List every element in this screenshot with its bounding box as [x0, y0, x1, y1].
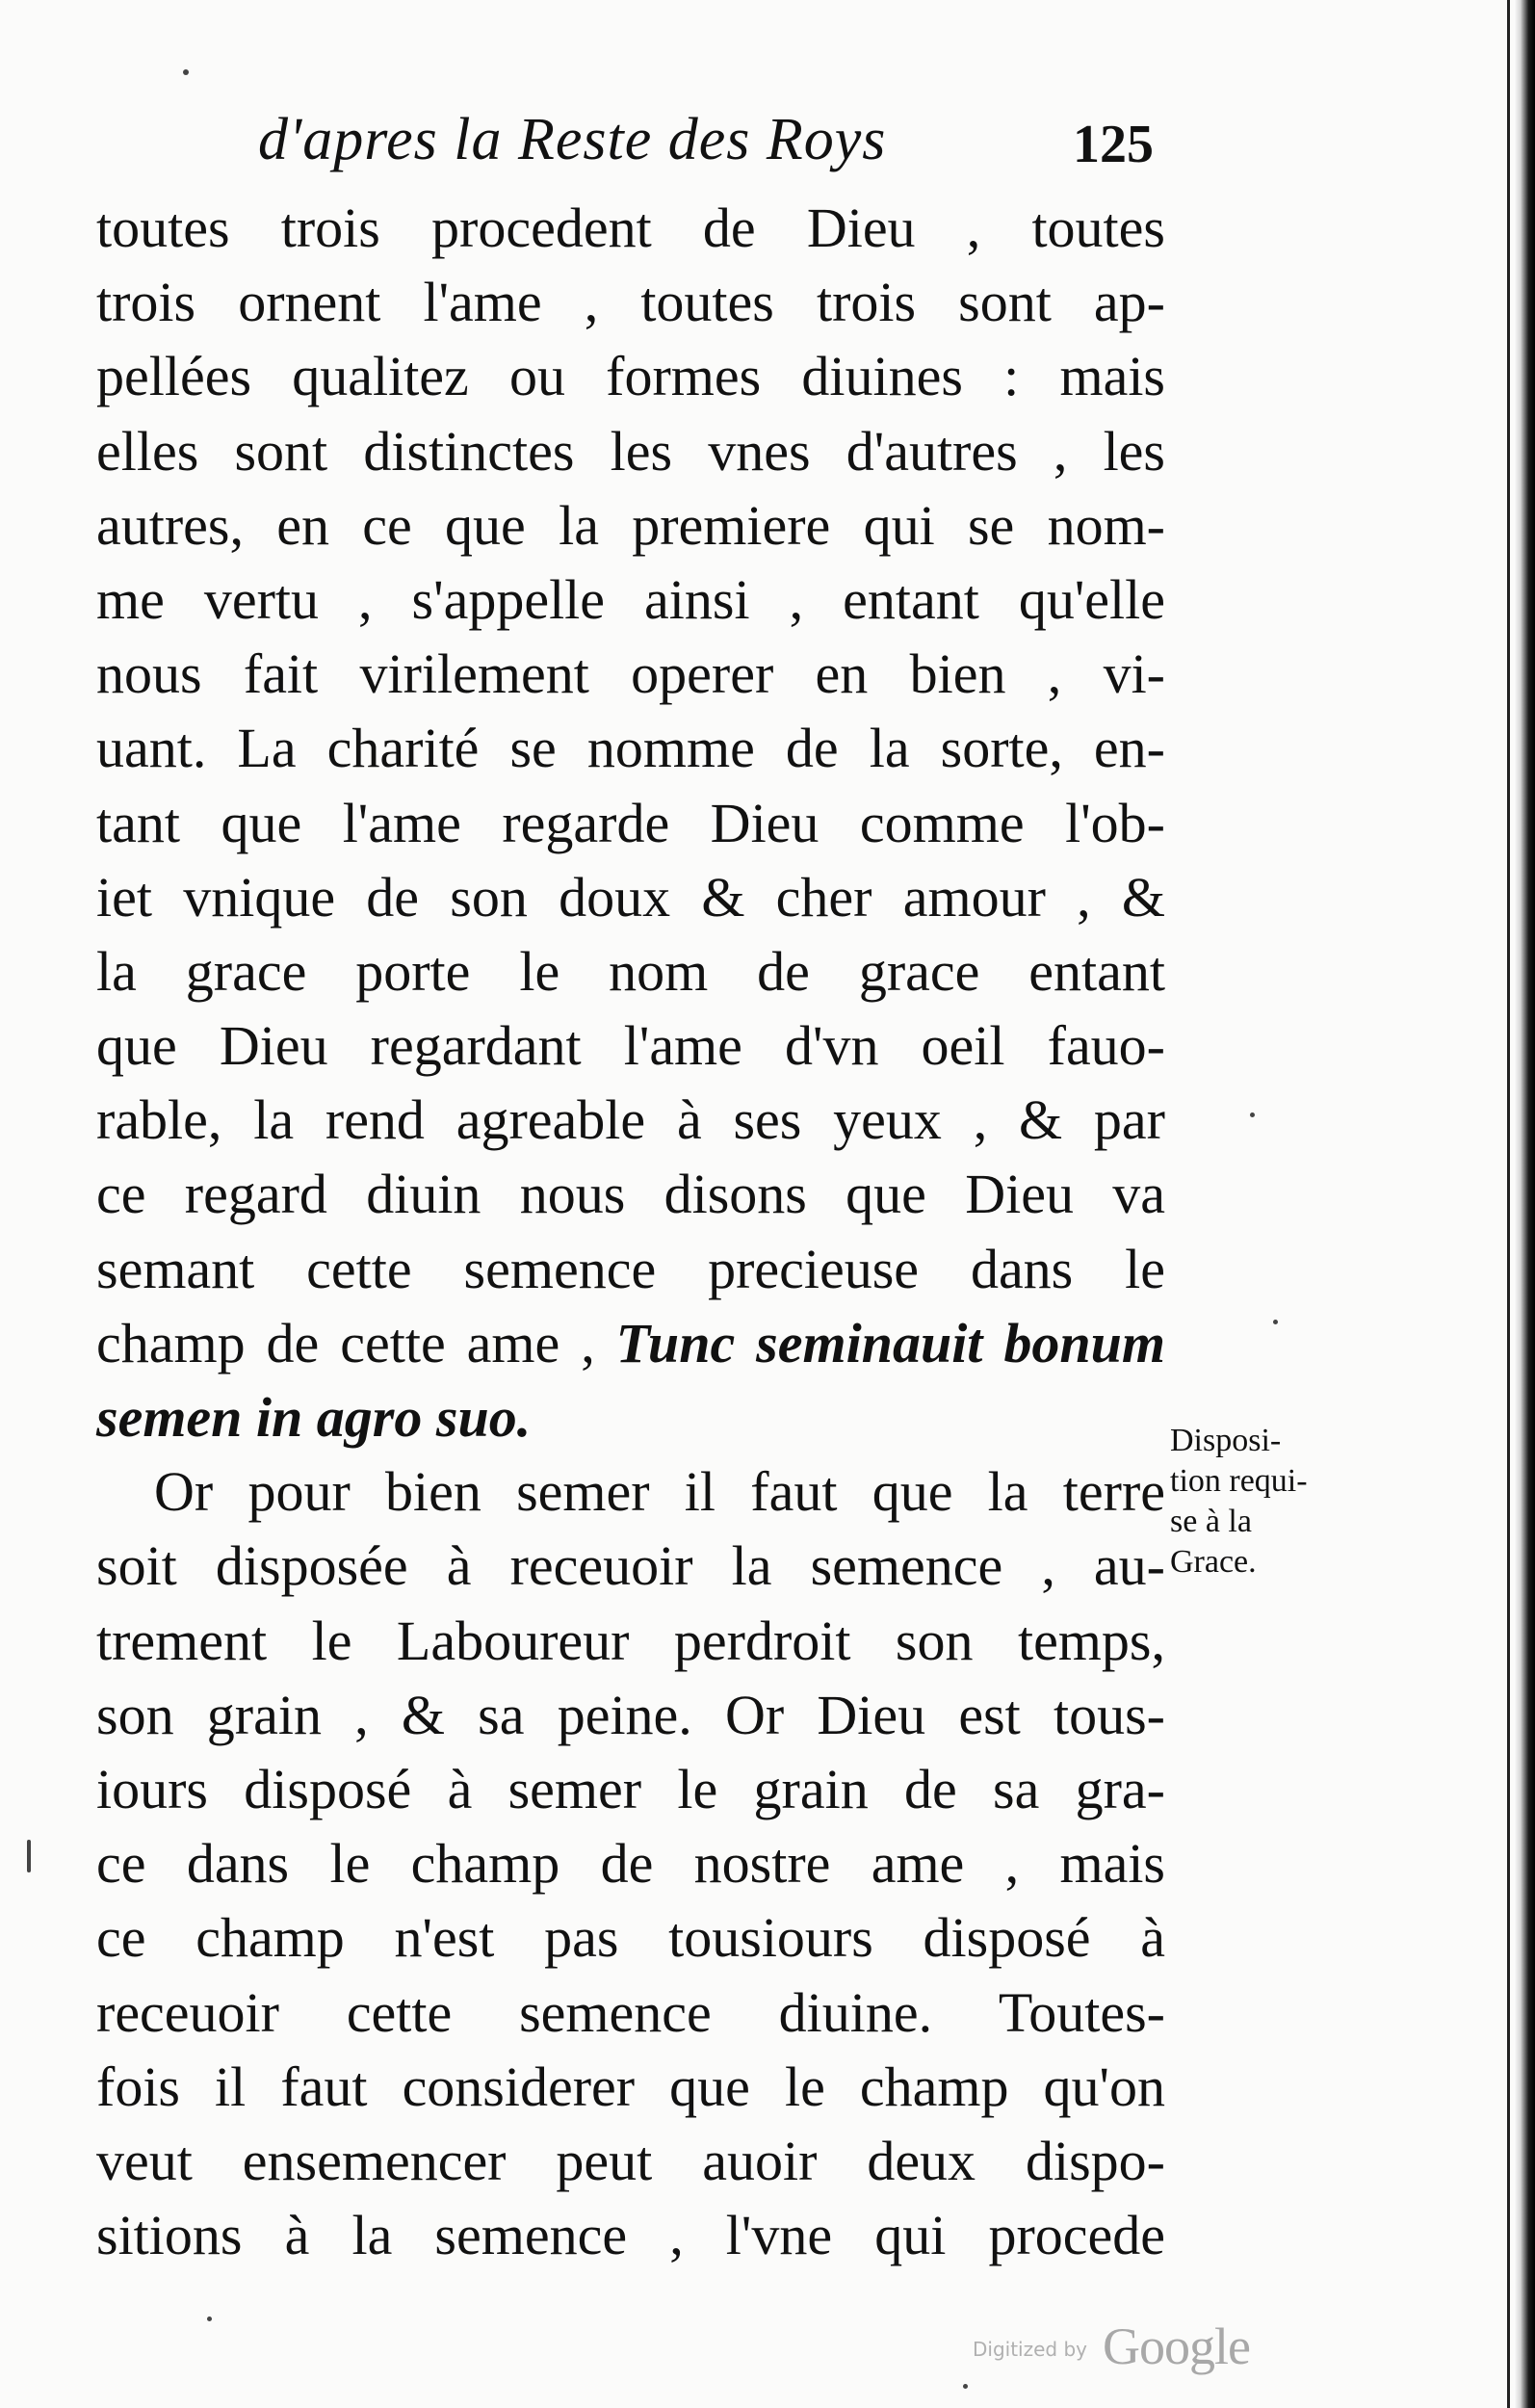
text-line: me vertu , s'appelle ainsi , entant qu'elle	[96, 567, 1165, 631]
marginal-note-line: Disposi-	[1170, 1423, 1282, 1458]
text-line	[96, 1380, 1165, 1454]
text-line: soit disposée à receuoir la semence , au-	[96, 1534, 1165, 1598]
page-number: 125	[1073, 115, 1154, 174]
binding-line	[1507, 0, 1510, 2408]
text-line: tant que l'ame regarde Dieu comme l'ob-	[96, 791, 1165, 854]
text-line: la grace porte le nom de grace entant	[96, 939, 1165, 1003]
text-line: ce champ n'est pas tousiours disposé à	[96, 1906, 1165, 1970]
text-line: fois il faut considerer que le champ qu'on	[96, 2055, 1165, 2118]
text-line: iours disposé à semer le grain de sa gra-	[96, 1757, 1165, 1820]
print-speck	[27, 1840, 31, 1872]
text-line: receuoir cette semence diuine. Toutes-	[96, 1980, 1165, 2044]
print-speck	[1273, 1320, 1278, 1324]
marginal-note-line: se à la	[1170, 1504, 1252, 1539]
text-line: elles sont distinctes les vnes d'autres , les	[96, 419, 1165, 483]
text-line: semant cette semence precieuse dans le	[96, 1237, 1165, 1300]
text-line: veut ensemencer peut auoir deux dispo-	[96, 2129, 1165, 2192]
body-text	[96, 191, 1165, 2272]
text-line: uant. La charité se nomme de la sorte, en-	[96, 717, 1165, 780]
binding-edge	[1514, 0, 1535, 2408]
text-fragment: champ de cette ame ,	[96, 1311, 595, 1374]
text-line: sitions à la semence , l'vne qui procede	[96, 2204, 1165, 2267]
marginal-note-line: Grace.	[1170, 1544, 1257, 1580]
text-line-with-quote	[96, 1306, 1165, 1380]
running-head	[200, 106, 1154, 183]
text-line: autres, en ce que la premiere qui se nom-	[96, 493, 1165, 557]
text-line: toutes trois procedent de Dieu , toutes	[96, 196, 1165, 259]
marginal-note	[1170, 1421, 1401, 1583]
google-logo: Google	[1103, 2317, 1250, 2375]
text-line: iet vnique de son doux & cher amour , &	[96, 865, 1165, 929]
paragraph-start: Or pour bien semer il faut que la terre	[154, 1460, 1165, 1524]
latin-quote: semen in agro suo.	[96, 1386, 532, 1449]
text-line: trois ornent l'ame , toutes trois sont ap-	[96, 271, 1165, 334]
text-line: nous fait virilement operer en bien , vi-	[96, 642, 1165, 706]
print-speck	[1250, 1112, 1255, 1117]
print-speck	[963, 2384, 968, 2389]
running-title: d'apres la Reste des Roys	[258, 107, 887, 172]
latin-quote: Tunc seminauit bonum	[615, 1311, 1165, 1374]
print-speck	[207, 2316, 212, 2321]
digitized-by-watermark	[973, 2316, 1290, 2374]
print-speck	[183, 69, 189, 75]
text-line: que Dieu regardant l'ame d'vn oeil fauo-	[96, 1014, 1165, 1078]
text-line: ce dans le champ de nostre ame , mais	[96, 1832, 1165, 1896]
marginal-note-line: tion requi-	[1170, 1463, 1308, 1499]
text-line: pellées qualitez ou formes diuines : mais	[96, 345, 1165, 408]
text-line: trement le Laboureur perdroit son temps,	[96, 1609, 1165, 1672]
digitized-by-text: Digitized by	[973, 2338, 1087, 2361]
text-line: ce regard diuin nous disons que Dieu va	[96, 1163, 1165, 1226]
text-line: son grain , & sa peine. Or Dieu est tous-	[96, 1683, 1165, 1746]
text-line: rable, la rend agreable à ses yeux , & par	[96, 1088, 1165, 1152]
